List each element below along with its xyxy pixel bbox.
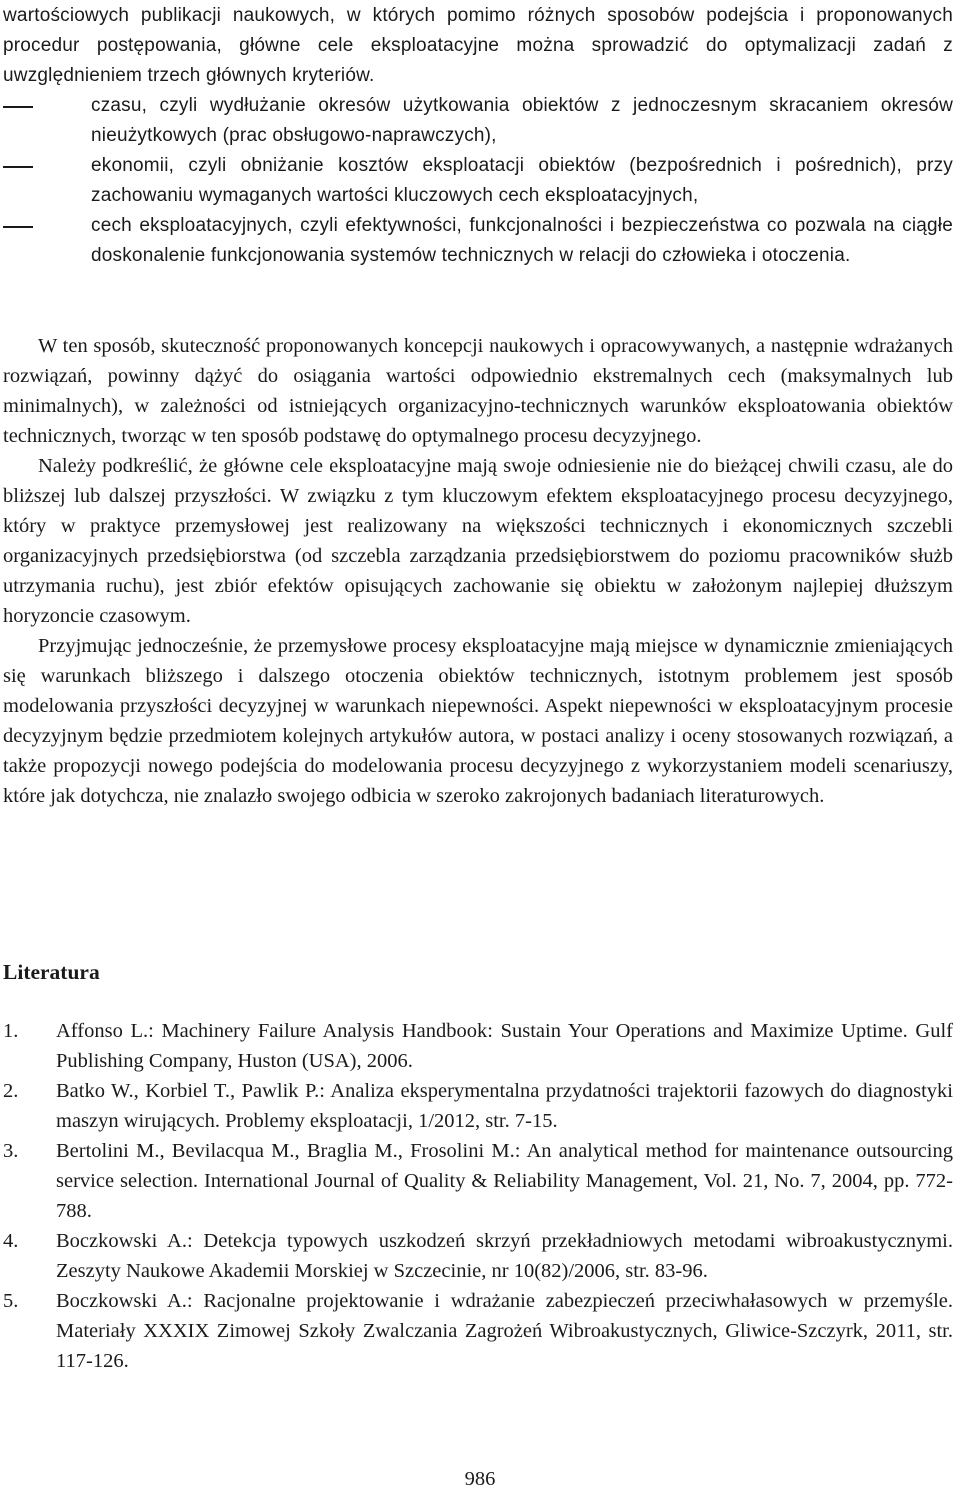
reference-item <box>3 1286 953 1376</box>
reference-text: Boczkowski A.: Racjonalne projektowanie i wdrażanie zabezpieczeń przeciwhałasowych w przemyśle. Materiały XXXIX Zimowej Szkoły Zwalczania Zagrożeń Wibroakustycznych, Gliwice-Szczyrk, 2011, str. 117-126. <box>56 1290 953 1372</box>
reference-text: Bertolini M., Bevilacqua M., Braglia M., Frosolini M.: An analytical method for maintenance outsourcing service selection. International Journal of Quality & Reliability Management, Vol. 21, No. 7, 2004, pp. 772-788. <box>56 1140 953 1222</box>
reference-item <box>3 1076 953 1136</box>
reference-number: 3. <box>3 1140 19 1162</box>
criteria-item-text: czasu, czyli wydłużanie okresów użytkowania obiektów z jednoczesnym skracaniem okresów nieużytkowych (prac obsługowo-naprawczych), <box>91 95 953 146</box>
reference-text: Batko W., Korbiel T., Pawlik P.: Analiza eksperymentalna przydatności trajektorii fazowych do diagnostyki maszyn wirujących. Problemy eksploatacji, 1/2012, str. 7-15. <box>56 1080 953 1132</box>
body-paragraph: Należy podkreślić, że główne cele eksploatacyjne mają swoje odniesienie nie do bieżącej chwili czasu, ale do bliższej lub dalszej przyszłości. W związku z tym kluczowym efektem eksploatacyjnego procesu decyzyjnego, który w praktyce przemysłowej jest realizowany na większości technicznych i ekonomicznych szczebli organizacyjnych przedsiębiorstwa (od szczebla zarządzania przedsiębiorstwem do poziomu pracowników służb utrzymania ruchu), jest zbiór efektów opisujących zachowanie się obiektu w założonym najlepiej dłuższym horyzoncie czasowym. <box>3 455 953 627</box>
criteria-item-text: cech eksploatacyjnych, czyli efektywności, funkcjonalności i bezpieczeństwa co pozwala na ciągłe doskonalenie funkcjonowania systemów technicznych w relacji do człowieka i otoczenia. <box>91 215 953 266</box>
literature-heading: Literatura <box>3 960 100 984</box>
criteria-item-economy <box>3 151 953 211</box>
reference-number: 4. <box>3 1230 19 1252</box>
body-paragraph: W ten sposób, skuteczność proponowanych koncepcji naukowych i opracowywanych, a następnie wdrażanych rozwiązań, powinny dążyć do osiągania wartości odpowiednio ekstremalnych cech (maksymalnych lub minimalnych), w zależności od istniejących organizacyjno-technicznych warunków eksploatowania obiektów technicznych, tworząc w ten sposób podstawę do optymalnego procesu decyzyjnego. <box>3 335 953 447</box>
criteria-item-text: ekonomii, czyli obniżanie kosztów eksploatacji obiektów (bezpośrednich i pośrednich), przy zachowaniu wymaganych wartości kluczowych cech eksploatacyjnych, <box>91 155 953 206</box>
body-paragraphs <box>3 331 953 811</box>
reference-item <box>3 1136 953 1226</box>
criteria-list <box>3 91 953 271</box>
intro-paragraph: wartościowych publikacji naukowych, w których pomimo różnych sposobów podejścia i proponowanych procedur postępowania, główne cele eksploatacyjne można sprowadzić do optymalizacji zadań z uwzględnieniem trzech głównych kryteriów. <box>3 5 953 86</box>
criteria-item-features <box>3 211 953 271</box>
criteria-item-time <box>3 91 953 151</box>
body-paragraph: Przyjmując jednocześnie, że przemysłowe procesy eksploatacyjne mają miejsce w dynamicznie zmieniających się warunkach bliższego i dalszego otoczenia obiektów technicznych, istotnym problemem jest sposób modelowania przyszłości decyzyjnej w warunkach niepewności. Aspekt niepewności w eksploatacyjnym procesie decyzyjnym będzie przedmiotem kolejnych artykułów autora, w postaci analizy i oceny stosowanych rozwiązań, a także propozycji nowego podejścia do modelowania procesu decyzyjnego z wykorzystaniem modeli scenariuszy, które jak dotychcza, nie znalazło swojego odbicia w szeroko zakrojonych badaniach literaturowych. <box>3 635 953 807</box>
reference-text: Boczkowski A.: Detekcja typowych uszkodzeń skrzyń przekładniowych metodami wibroakustycznymi. Zeszyty Naukowe Akademii Morskiej w Szczecinie, nr 10(82)/2006, str. 83-96. <box>56 1230 953 1282</box>
reference-number: 2. <box>3 1080 19 1102</box>
page-number: 986 <box>464 1468 496 1490</box>
reference-list <box>3 1016 953 1376</box>
reference-number: 5. <box>3 1290 19 1312</box>
reference-number: 1. <box>3 1020 19 1042</box>
reference-item <box>3 1226 953 1286</box>
reference-text: Affonso L.: Machinery Failure Analysis Handbook: Sustain Your Operations and Maximize Uptime. Gulf Publishing Company, Huston (USA), 2006. <box>56 1020 953 1072</box>
reference-item <box>3 1016 953 1076</box>
